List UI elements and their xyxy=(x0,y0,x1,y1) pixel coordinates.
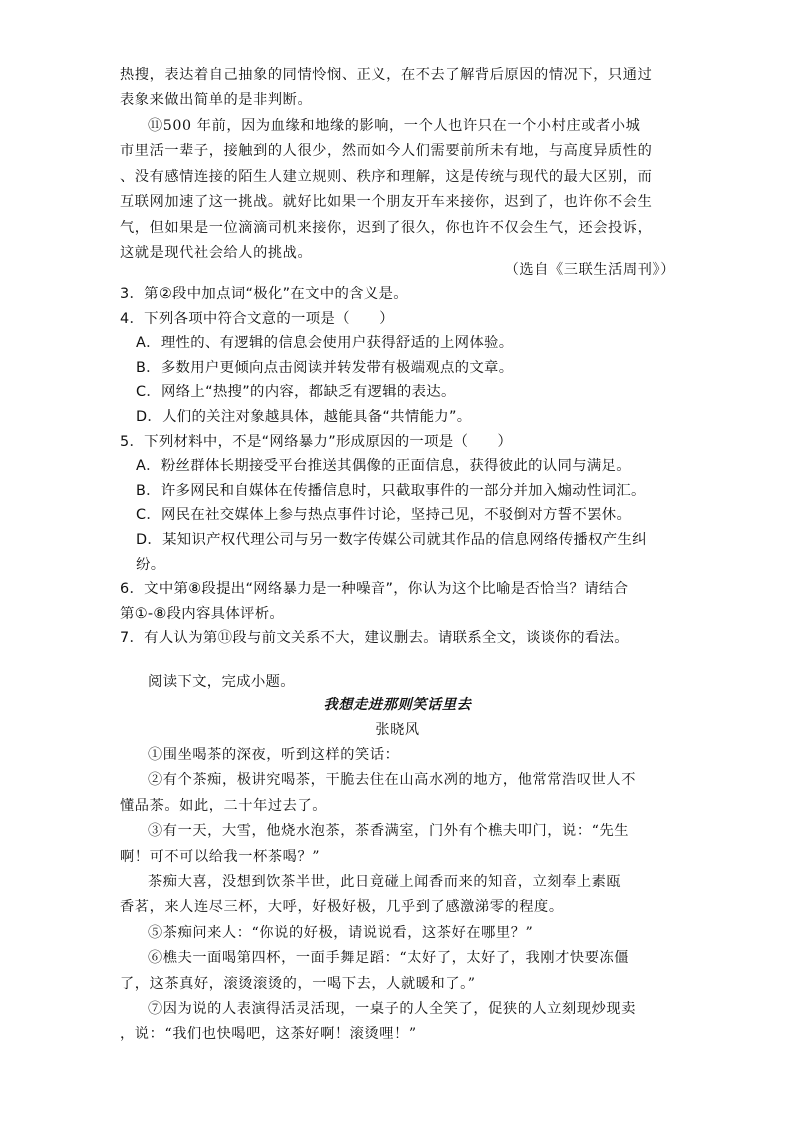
article-line: ②有个茶痴，极讲究喝茶，干脆去住在山高水冽的地方，他常常浩叹世人不 xyxy=(148,772,636,789)
question-5: 5．下列材料中，不是“网络暴力”形成原因的一项是（ ） xyxy=(120,433,513,450)
source-citation xyxy=(120,258,675,283)
question-7: 7．有人认为第⑪段与前文关系不大，建议删去。请联系全文，谈谈你的看法。 xyxy=(120,630,629,647)
source-text: （选自《三联生活周刊》） xyxy=(504,262,675,278)
article-line: ⑦因为说的人表演得活灵活现，一桌子的人全笑了，促狭的人立刻现炒现卖 xyxy=(148,1001,636,1018)
question-option: D．人们的关注对象越具体，越能具备“共情能力”。 xyxy=(136,408,472,425)
passage-line: 、没有感情连接的陌生人建立规则、秩序和理解，这是传统与现代的最大区别，而 xyxy=(120,168,653,185)
passage-one xyxy=(120,63,675,114)
passage-line: 市里活一辈子，接触到的人很少，然而如今人们需要前所未有地，与高度异质性的 xyxy=(120,143,653,160)
article-line: ⑥樵夫一面喝第四杯，一面手舞足蹈：“太好了，太好了，我刚才快要冻僵 xyxy=(148,950,630,967)
question-6: 6．文中第⑧段提出“网络暴力是一种噪音”，你认为这个比喻是否恰当？请结合 xyxy=(120,581,629,598)
reading-header xyxy=(120,693,675,744)
article-line: 茶痴大喜，没想到饮茶半世，此日竟碰上闻香而来的知音，立刻奉上素瓯 xyxy=(148,874,622,891)
question-3: 3．第②段中加点词“极化”在文中的含义是。 xyxy=(120,286,408,302)
passage-line: 互联网加速了这一挑战。就好比如果一个朋友开车来接你，迟到了，也许你不会生 xyxy=(120,194,653,211)
article-line: ⑤茶痴问来人：“你说的好极，请说说看，这茶好在哪里？” xyxy=(148,924,534,941)
question-option: C．网络上“热搜”的内容，都缺乏有逻辑的表达。 xyxy=(136,384,456,401)
question-6-cont: 第①-⑧段内容具体评析。 xyxy=(120,605,285,622)
question-option: B．多数用户更倾向点击阅读并转发带有极端观点的文章。 xyxy=(136,359,514,376)
question-option: B．许多网民和自媒体在传播信息时，只截取事件的一部分并加入煽动性词汇。 xyxy=(136,482,646,499)
paragraph-11 xyxy=(120,114,675,266)
passage-line: 热搜，表达着自己抽象的同情怜悯、正义，在不去了解背后原因的情况下，只通过 xyxy=(120,67,653,83)
article-author: 张晓风 xyxy=(375,722,420,739)
passage-line: ⑪500 年前，因为血缘和地缘的影响，一个人也许只在一个小村庄或者小城 xyxy=(148,118,641,134)
article-line: 香茗，来人连尽三杯，大呼，好极好极，几乎到了感激涕零的程度。 xyxy=(120,899,564,916)
passage-line: 这就是现代社会给人的挑战。 xyxy=(120,245,313,262)
article-body xyxy=(120,743,675,1048)
question-option: C．网民在社交媒体上参与热点事件讨论，坚持己见，不驳倒对方誓不罢休。 xyxy=(136,507,632,524)
question-option: 纷。 xyxy=(136,556,166,573)
article-line: ，说：“我们也快喝吧，这茶好啊！滚烫哩！” xyxy=(120,1026,417,1043)
article-line: 懂品茶。如此，二十年过去了。 xyxy=(120,797,328,814)
question-option: A．理性的、有逻辑的信息会使用户获得舒适的上网体验。 xyxy=(136,335,514,352)
question-option: D．某知识产权代理公司与另一数字传媒公司就其作品的信息网络传播权产生纠 xyxy=(136,531,647,548)
article-title: 我想走进那则笑话里去 xyxy=(323,697,472,713)
reading-instruction: 阅读下文，完成小题。 xyxy=(148,674,295,690)
article-line: 啊！可不可以给我一杯茶喝？” xyxy=(120,848,321,865)
question-option: A．粉丝群体长期接受平台推送其偶像的正面信息，获得彼此的认同与满足。 xyxy=(136,458,631,475)
article-line: 了，这茶真好，滚烫滚烫的，一喝下去，人就暖和了。” xyxy=(120,975,476,992)
reading-intro xyxy=(120,670,675,695)
question-list xyxy=(120,282,675,651)
article-line: ①围坐喝茶的深夜，听到这样的笑话： xyxy=(148,747,400,763)
question-4: 4．下列各项中符合文意的一项是（ ） xyxy=(120,310,394,327)
passage-line: 气，但如果是一位滴滴司机来接你，迟到了很久，你也许不仅会生气，还会投诉， xyxy=(120,219,653,236)
passage-line: 表象来做出简单的是非判断。 xyxy=(120,92,313,109)
article-line: ③有一天，大雪，他烧水泡茶，茶香满室，门外有个樵夫叩门，说：“先生 xyxy=(148,823,630,840)
